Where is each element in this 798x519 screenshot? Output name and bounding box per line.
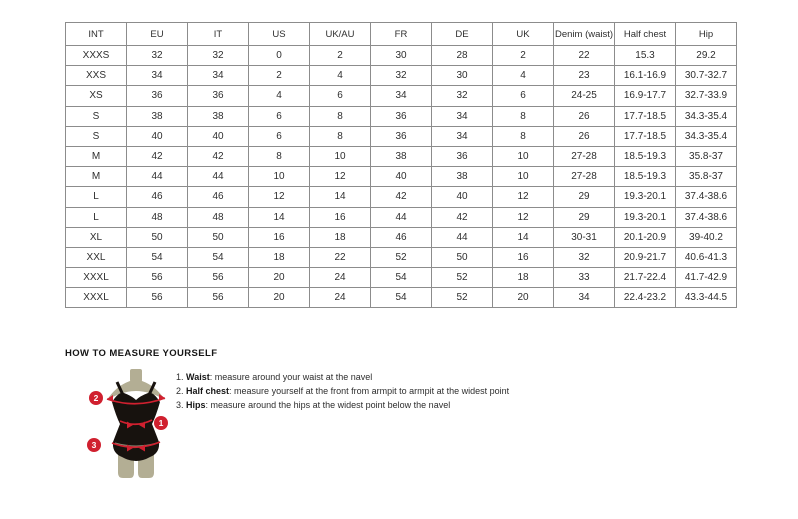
size-value-cell: 33 [554,268,615,288]
size-chart-table [65,22,737,308]
size-value-cell: 6 [249,106,310,126]
column-header-eu: EU [127,23,188,46]
size-value-cell: 20.9-21.7 [615,247,676,267]
column-header-us: US [249,23,310,46]
size-value-cell: 6 [249,126,310,146]
size-value-cell: 2 [310,46,371,66]
size-value-cell: 2 [249,66,310,86]
size-value-cell: 21.7-22.4 [615,268,676,288]
size-chart-header [66,23,737,46]
size-value-cell: 54 [127,247,188,267]
size-value-cell: 24 [310,268,371,288]
size-value-cell: 4 [310,66,371,86]
badge-waist [154,416,168,430]
size-value-cell: 18 [310,227,371,247]
size-value-cell: 56 [127,268,188,288]
size-value-cell: 24 [310,288,371,308]
size-value-cell: 36 [188,86,249,106]
size-value-cell: 46 [188,187,249,207]
size-value-cell: 18 [249,247,310,267]
size-label-cell: XXL [66,247,127,267]
column-header-it: IT [188,23,249,46]
size-value-cell: 52 [432,268,493,288]
size-value-cell: 44 [127,167,188,187]
size-value-cell: 35.8-37 [676,146,737,166]
size-value-cell: 43.3-44.5 [676,288,737,308]
size-value-cell: 6 [493,86,554,106]
size-value-cell: 34.3-35.4 [676,126,737,146]
size-value-cell: 10 [249,167,310,187]
size-value-cell: 14 [493,227,554,247]
step-text: : measure around the hips at the widest point below the navel [205,400,451,410]
size-value-cell: 32.7-33.9 [676,86,737,106]
size-value-cell: 52 [371,247,432,267]
size-value-cell: 2 [493,46,554,66]
size-value-cell: 40 [371,167,432,187]
badge-waist-number: 1 [158,418,164,429]
size-value-cell: 16 [493,247,554,267]
size-value-cell: 46 [127,187,188,207]
column-header-int: INT [66,23,127,46]
badge-hips [87,438,101,452]
size-value-cell: 32 [554,247,615,267]
size-value-cell: 56 [188,268,249,288]
size-value-cell: 42 [371,187,432,207]
size-value-cell: 42 [188,146,249,166]
size-value-cell: 8 [249,146,310,166]
measure-steps-list [176,368,625,412]
size-label-cell: XS [66,86,127,106]
size-value-cell: 34 [432,126,493,146]
size-value-cell: 37.4-38.6 [676,207,737,227]
size-label-cell: S [66,106,127,126]
step-term: Half chest [186,386,230,396]
size-value-cell: 17.7-18.5 [615,126,676,146]
size-value-cell: 30 [432,66,493,86]
size-value-cell: 32 [371,66,432,86]
size-value-cell: 38 [127,106,188,126]
size-label-cell: XXS [66,66,127,86]
table-row [66,106,737,126]
header-row [66,23,737,46]
size-value-cell: 54 [371,288,432,308]
measure-step [176,384,625,398]
size-value-cell: 32 [432,86,493,106]
step-number: 1. [176,372,184,382]
step-number: 3. [176,400,184,410]
size-value-cell: 34.3-35.4 [676,106,737,126]
badge-hips-number: 3 [91,440,97,451]
size-value-cell: 48 [188,207,249,227]
size-value-cell: 36 [371,106,432,126]
size-value-cell: 12 [310,167,371,187]
size-value-cell: 29.2 [676,46,737,66]
size-value-cell: 23 [554,66,615,86]
size-value-cell: 8 [493,126,554,146]
table-row [66,288,737,308]
size-value-cell: 12 [493,187,554,207]
column-header-fr: FR [371,23,432,46]
size-value-cell: 26 [554,106,615,126]
step-term: Hips [186,400,206,410]
step-term: Waist [186,372,210,382]
size-value-cell: 54 [371,268,432,288]
table-row [66,268,737,288]
mannequin-neck [130,369,142,382]
size-value-cell: 32 [188,46,249,66]
step-text: : measure around your waist at the navel [209,372,373,382]
size-value-cell: 32 [127,46,188,66]
size-value-cell: 12 [249,187,310,207]
size-value-cell: 22 [310,247,371,267]
size-chart-body [66,46,737,308]
size-value-cell: 8 [493,106,554,126]
size-value-cell: 40 [188,126,249,146]
size-value-cell: 10 [310,146,371,166]
size-value-cell: 52 [432,288,493,308]
table-row [66,146,737,166]
size-value-cell: 39-40.2 [676,227,737,247]
size-value-cell: 34 [127,66,188,86]
size-label-cell: XXXS [66,46,127,66]
size-value-cell: 37.4-38.6 [676,187,737,207]
size-value-cell: 50 [432,247,493,267]
size-value-cell: 4 [249,86,310,106]
size-value-cell: 30.7-32.7 [676,66,737,86]
size-value-cell: 24-25 [554,86,615,106]
table-row [66,167,737,187]
size-value-cell: 26 [554,126,615,146]
size-value-cell: 50 [127,227,188,247]
size-value-cell: 38 [188,106,249,126]
size-value-cell: 38 [371,146,432,166]
column-header-hip: Hip [676,23,737,46]
size-value-cell: 44 [371,207,432,227]
size-value-cell: 17.7-18.5 [615,106,676,126]
size-value-cell: 56 [127,288,188,308]
size-label-cell: L [66,207,127,227]
column-header-uk: UK [493,23,554,46]
column-header-de: DE [432,23,493,46]
size-label-cell: M [66,167,127,187]
measure-step [176,398,625,412]
measure-guide-body [65,368,625,484]
size-value-cell: 40.6-41.3 [676,247,737,267]
size-value-cell: 34 [188,66,249,86]
size-value-cell: 34 [371,86,432,106]
size-value-cell: 40 [127,126,188,146]
size-label-cell: L [66,187,127,207]
size-value-cell: 34 [554,288,615,308]
size-value-cell: 30-31 [554,227,615,247]
table-row [66,66,737,86]
size-value-cell: 29 [554,187,615,207]
size-value-cell: 36 [127,86,188,106]
table-row [66,46,737,66]
size-value-cell: 15.3 [615,46,676,66]
size-value-cell: 19.3-20.1 [615,207,676,227]
size-value-cell: 36 [432,146,493,166]
size-value-cell: 42 [432,207,493,227]
size-value-cell: 28 [432,46,493,66]
size-value-cell: 22 [554,46,615,66]
size-value-cell: 14 [249,207,310,227]
size-value-cell: 35.8-37 [676,167,737,187]
size-value-cell: 29 [554,207,615,227]
size-value-cell: 6 [310,86,371,106]
size-value-cell: 40 [432,187,493,207]
measure-guide-heading: HOW TO MEASURE YOURSELF [65,348,218,359]
size-value-cell: 38 [432,167,493,187]
size-value-cell: 16 [249,227,310,247]
table-row [66,86,737,106]
size-value-cell: 16.1-16.9 [615,66,676,86]
size-value-cell: 22.4-23.2 [615,288,676,308]
badge-half-chest [89,391,103,405]
table-row [66,187,737,207]
badge-half-chest-number: 2 [93,393,99,404]
size-value-cell: 0 [249,46,310,66]
size-value-cell: 34 [432,106,493,126]
size-value-cell: 8 [310,126,371,146]
size-value-cell: 44 [188,167,249,187]
size-value-cell: 27-28 [554,167,615,187]
measurement-figure [74,368,169,484]
step-text: : measure yourself at the front from armpit to armpit at the widest point [229,386,510,396]
size-value-cell: 20.1-20.9 [615,227,676,247]
size-label-cell: XXXL [66,288,127,308]
size-value-cell: 50 [188,227,249,247]
size-value-cell: 10 [493,146,554,166]
size-value-cell: 8 [310,106,371,126]
table-row [66,126,737,146]
size-value-cell: 16 [310,207,371,227]
size-value-cell: 19.3-20.1 [615,187,676,207]
mannequin-illustration [74,368,169,484]
size-value-cell: 36 [371,126,432,146]
size-value-cell: 18.5-19.3 [615,146,676,166]
table-row [66,207,737,227]
size-label-cell: M [66,146,127,166]
size-value-cell: 54 [188,247,249,267]
size-value-cell: 12 [493,207,554,227]
size-value-cell: 4 [493,66,554,86]
size-value-cell: 14 [310,187,371,207]
size-value-cell: 44 [432,227,493,247]
size-value-cell: 42 [127,146,188,166]
column-header-denim-waist-: Denim (waist) [554,23,615,46]
size-value-cell: 20 [493,288,554,308]
column-header-uk-au: UK/AU [310,23,371,46]
size-value-cell: 27-28 [554,146,615,166]
size-label-cell: S [66,126,127,146]
size-value-cell: 20 [249,268,310,288]
measure-guide-section [65,348,625,484]
size-value-cell: 56 [188,288,249,308]
size-value-cell: 41.7-42.9 [676,268,737,288]
size-value-cell: 18.5-19.3 [615,167,676,187]
step-number: 2. [176,386,184,396]
size-value-cell: 18 [493,268,554,288]
size-value-cell: 16.9-17.7 [615,86,676,106]
measure-step [176,370,625,384]
size-value-cell: 10 [493,167,554,187]
size-value-cell: 48 [127,207,188,227]
table-row [66,227,737,247]
size-label-cell: XL [66,227,127,247]
column-header-half-chest: Half chest [615,23,676,46]
size-value-cell: 46 [371,227,432,247]
size-value-cell: 20 [249,288,310,308]
size-value-cell: 30 [371,46,432,66]
size-label-cell: XXXL [66,268,127,288]
table-row [66,247,737,267]
